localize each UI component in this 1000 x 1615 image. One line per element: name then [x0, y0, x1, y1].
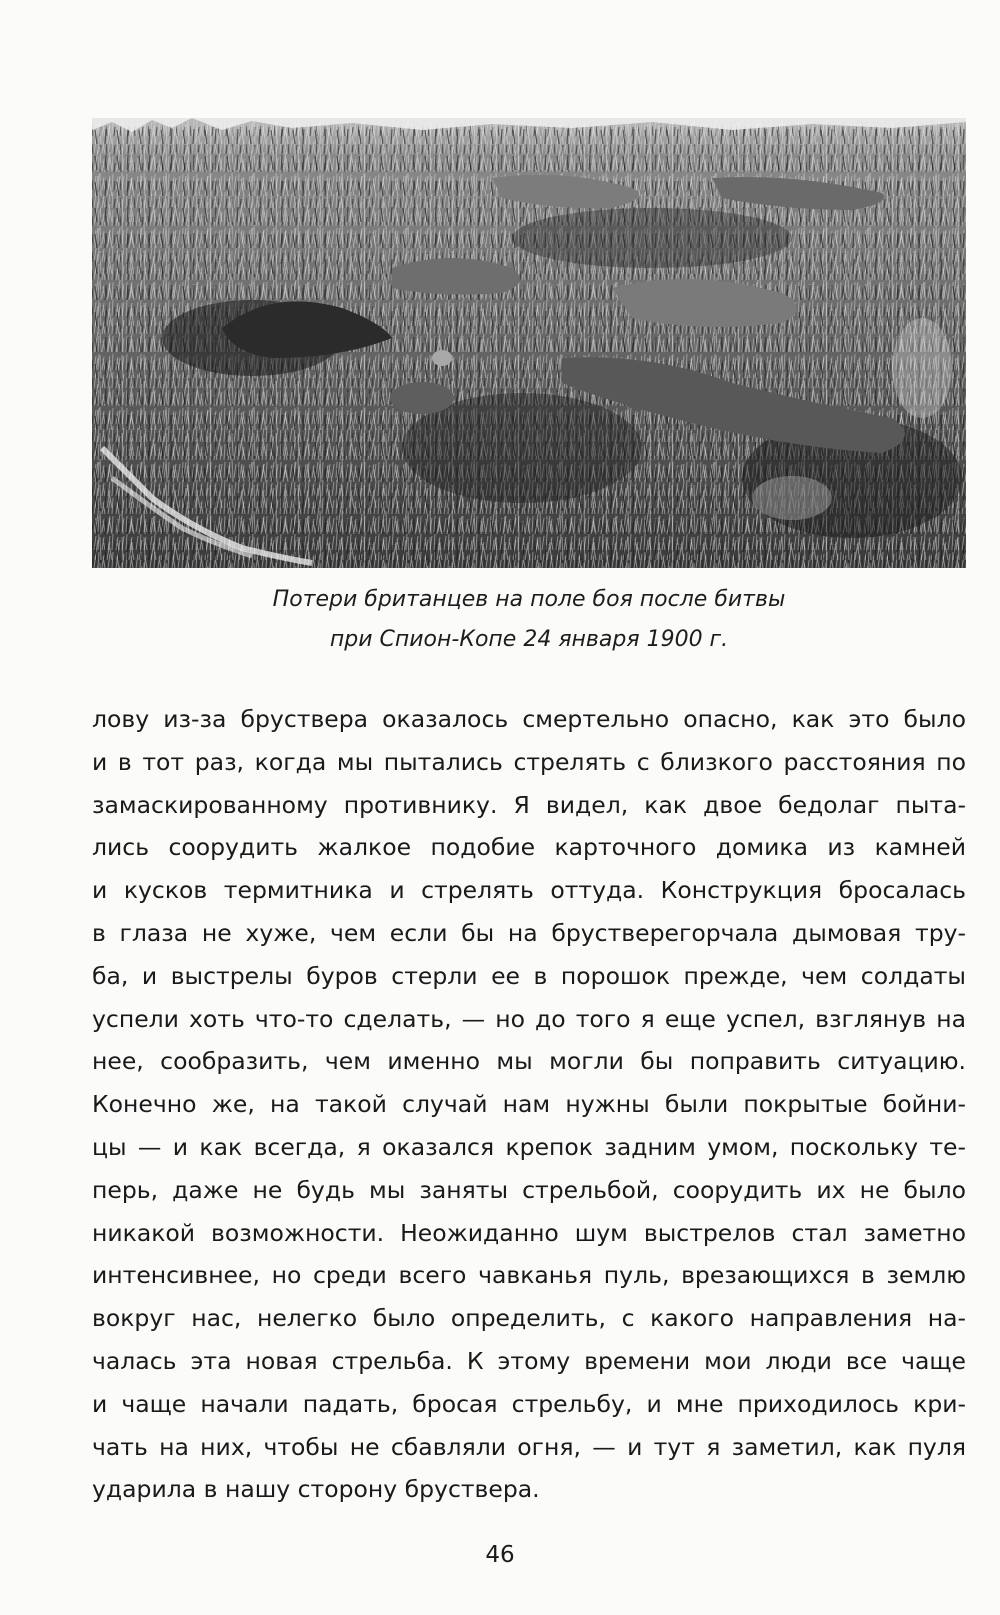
text-line: ударила в нашу сторону бруствера. — [92, 1475, 540, 1504]
photo-caption — [92, 580, 966, 660]
caption-line-1: Потери британцев на поле боя после битвы — [272, 587, 786, 612]
text-line: и кусков термитника и стрелять оттуда. Конструкция бросалась — [92, 876, 966, 905]
battlefield-photo — [92, 118, 966, 568]
caption-line-2: при Спион-Копе 24 января 1900 г. — [329, 627, 729, 652]
text-line: замаскированному противнику. Я видел, как двое бедолаг пыта- — [92, 790, 966, 819]
text-line: цы — и как всегда, я оказался крепок задним умом, поскольку те- — [92, 1132, 966, 1161]
text-line: лову из-за бруствера оказалось смертельно опасно, как это было — [92, 705, 966, 733]
text-line: ба, и выстрелы буров стерли ее в порошок прежде, чем солдаты — [92, 961, 966, 990]
text-line: перь, даже не будь мы заняты стрельбой, соорудить их не было — [92, 1175, 966, 1204]
text-line: чать на них, чтобы не сбавляли огня, — и тут я заметил, как пуля — [92, 1432, 966, 1461]
text-line: Конечно же, на такой случай нам нужны были покрытые бойни- — [92, 1090, 966, 1119]
text-line: и чаще начали падать, бросая стрельбу, и мне приходилось кри- — [92, 1389, 966, 1418]
body-text — [92, 698, 966, 1511]
text-line: и в тот раз, когда мы пытались стрелять с близкого расстояния по — [92, 747, 966, 776]
text-line: нее, сообразить, чем именно мы могли бы поправить ситуацию. — [92, 1047, 966, 1076]
photo-image — [92, 118, 966, 568]
text-line: никакой возможности. Неожиданно шум выстрелов стал заметно — [92, 1218, 966, 1247]
text-line: чалась эта новая стрельба. К этому времени мои люди все чаще — [92, 1346, 966, 1375]
text-line: успели хоть что-то сделать, — но до того я еще успел, взглянув на — [92, 1004, 966, 1033]
text-line: вокруг нас, нелегко было определить, с какого направления на- — [92, 1304, 966, 1333]
page-number: 46 — [485, 1542, 515, 1568]
text-line: в глаза не хуже, чем если бы на брустверегорчала дымовая тру- — [92, 918, 966, 947]
text-line: интенсивнее, но среди всего чавканья пуль, врезающихся в землю — [92, 1261, 966, 1290]
text-line: лись соорудить жалкое подобие карточного домика из камней — [92, 833, 966, 862]
